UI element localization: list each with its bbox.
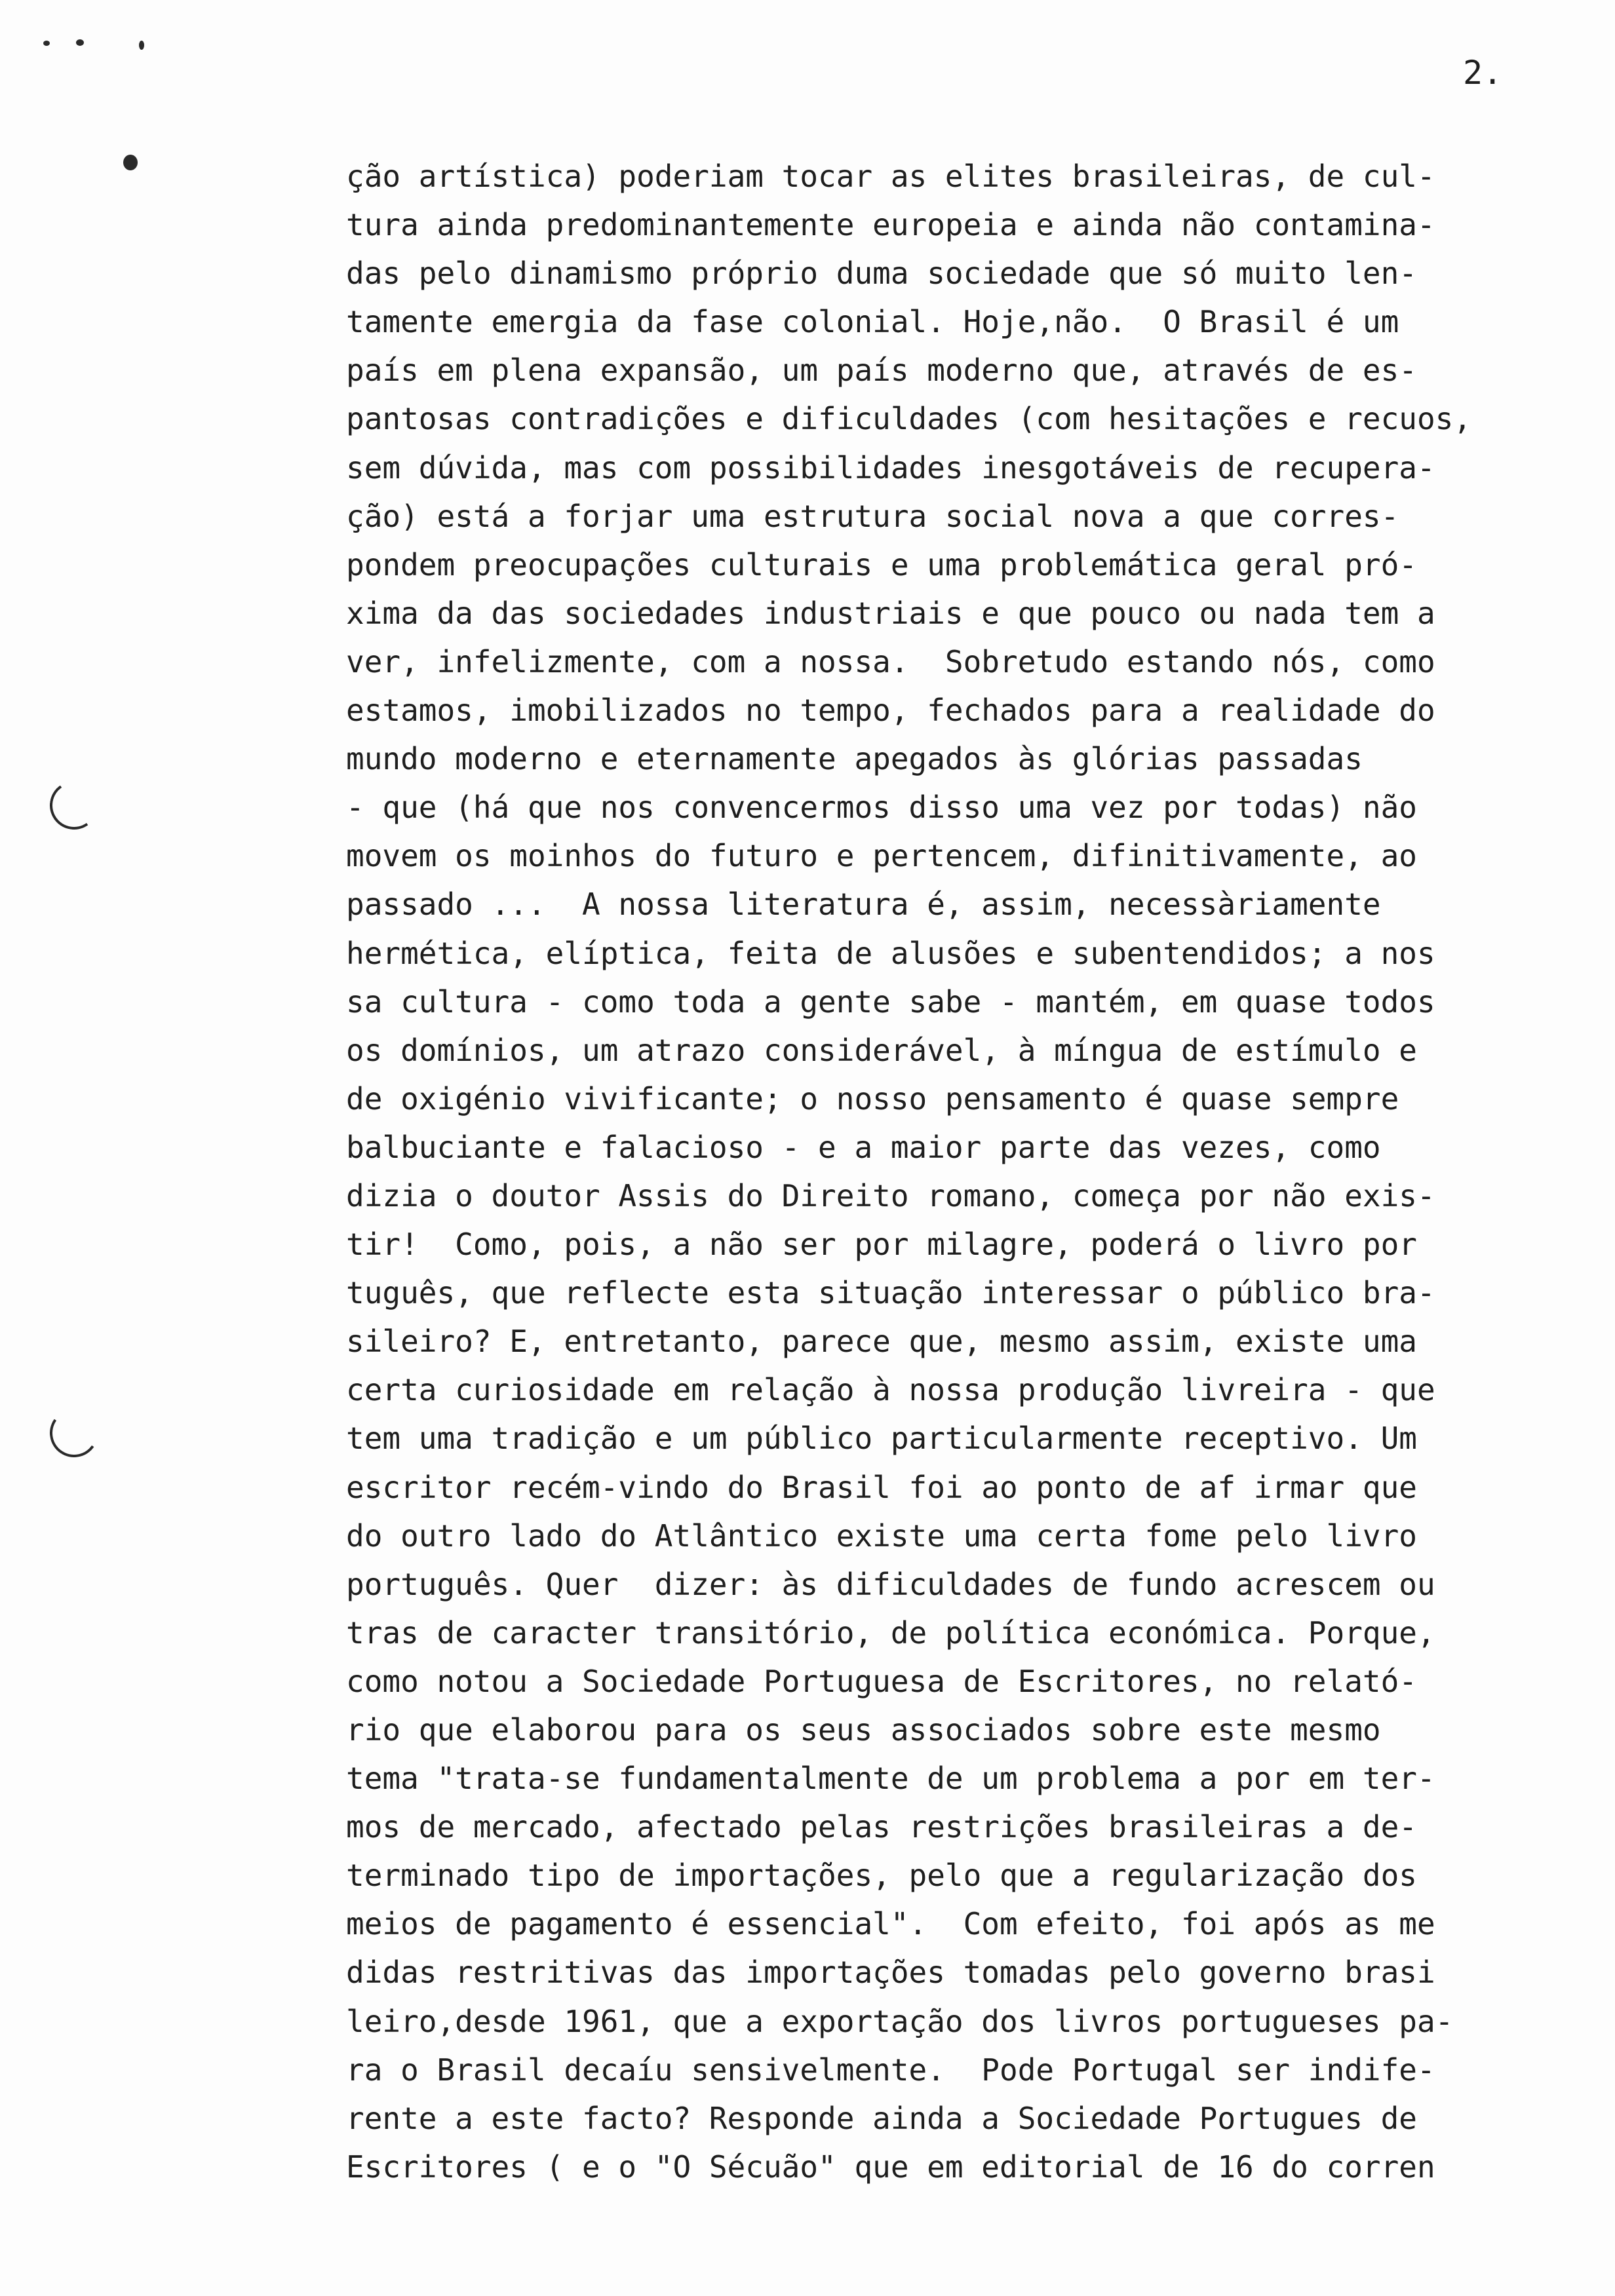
text-line: pondem preocupações culturais e uma problemática geral pró- <box>346 546 1417 583</box>
text-line: sa cultura - como toda a gente sabe - mantém, em quase todos <box>346 984 1435 1020</box>
ink-dot <box>76 39 84 46</box>
page-number: 2. <box>1463 54 1503 92</box>
text-line: ver, infelizmente, com a nossa. Sobretudo estando nós, como <box>346 643 1435 679</box>
text-line: didas restritivas das importações tomadas pelo governo brasi <box>346 1955 1435 1991</box>
text-line: leiro,desde 1961, que a exportação dos livros portugueses pa- <box>346 2003 1454 2039</box>
text-line: Escritores ( e o "O Sécuão" que em editorial de 16 do corren <box>346 2149 1435 2185</box>
text-line: de oxigénio vivificante; o nosso pensamento é quase sempre <box>346 1081 1399 1117</box>
text-line: terminado tipo de importações, pelo que a regularização dos <box>346 1858 1417 1894</box>
ink-dot <box>43 41 50 46</box>
punch-hole-icon <box>46 1405 102 1461</box>
text-line: certa curiosidade em relação à nossa produção livreira - que <box>346 1372 1435 1408</box>
text-line: do outro lado do Atlântico existe uma certa fome pelo livro <box>346 1518 1417 1554</box>
text-line: como notou a Sociedade Portuguesa de Escritores, no relató- <box>346 1663 1417 1699</box>
text-line: tem uma tradição e um público particularmente receptivo. Um <box>346 1421 1417 1457</box>
text-line: escritor recém-vindo do Brasil foi ao ponto de af irmar que <box>346 1469 1417 1505</box>
text-line: mos de mercado, afectado pelas restrições brasileiras a de- <box>346 1809 1417 1845</box>
text-line: balbuciante e falacioso - e a maior parte das vezes, como <box>346 1129 1381 1165</box>
text-line: movem os moinhos do futuro e pertencem, difinitivamente, ao <box>346 838 1417 874</box>
ink-dot <box>123 155 138 170</box>
text-line: ção artística) poderiam tocar as elites brasileiras, de cul- <box>346 159 1435 194</box>
text-line: pantosas contradições e dificuldades (com hesitações e recuos, <box>346 401 1472 437</box>
text-line: tuguês, que reflecte esta situação interessar o público bra- <box>346 1275 1435 1311</box>
text-line: estamos, imobilizados no tempo, fechados para a realidade do <box>346 693 1435 729</box>
text-line: país em plena expansão, um país moderno que, através de es- <box>346 353 1417 389</box>
text-line: - que (há que nos convencermos disso uma vez por todas) não <box>346 790 1417 826</box>
text-line: os domínios, um atrazo considerável, à míngua de estímulo e <box>346 1032 1417 1068</box>
text-line: dizia o doutor Assis do Direito romano, começa por não exis- <box>346 1177 1435 1214</box>
text-line: das pelo dinamismo próprio duma sociedade que só muito len- <box>346 256 1417 292</box>
text-line: mundo moderno e eternamente apegados às glórias passadas <box>346 741 1363 777</box>
text-line: tamente emergia da fase colonial. Hoje,não. O Brasil é um <box>346 304 1399 340</box>
text-line: tras de caracter transitório, de política económica. Porque, <box>346 1615 1435 1651</box>
text-line: passado ... A nossa literatura é, assim, necessàriamente <box>346 887 1381 923</box>
text-line: tema "trata-se fundamentalmente de um problema a por em ter- <box>346 1761 1435 1797</box>
text-line: rente a este facto? Responde ainda a Sociedade Portugues de <box>346 2100 1417 2136</box>
text-line: sem dúvida, mas com possibilidades inesgotáveis de recupera- <box>346 450 1435 486</box>
text-line: xima da das sociedades industriais e que pouco ou nada tem a <box>346 595 1435 631</box>
text-line: português. Quer dizer: às dificuldades de fundo acrescem ou <box>346 1566 1435 1602</box>
text-line: tura ainda predominantemente europeia e ainda não contamina- <box>346 207 1435 243</box>
text-line: meios de pagamento é essencial". Com efeito, foi após as me <box>346 1906 1435 1942</box>
text-line: ção) está a forjar uma estrutura social nova a que corres- <box>346 498 1399 534</box>
text-line: ra o Brasil decaíu sensivelmente. Pode Portugal ser indife- <box>346 2052 1435 2088</box>
text-line: hermética, elíptica, feita de alusões e subentendidos; a nos <box>346 935 1435 971</box>
text-line: tir! Como, pois, a não ser por milagre, poderá o livro por <box>346 1227 1417 1263</box>
text-line: sileiro? E, entretanto, parece que, mesmo assim, existe uma <box>346 1324 1417 1360</box>
ink-dot <box>139 41 144 50</box>
punch-hole-icon <box>46 777 102 833</box>
body-text <box>346 152 1605 2191</box>
text-line: rio que elaborou para os seus associados sobre este mesmo <box>346 1712 1381 1748</box>
